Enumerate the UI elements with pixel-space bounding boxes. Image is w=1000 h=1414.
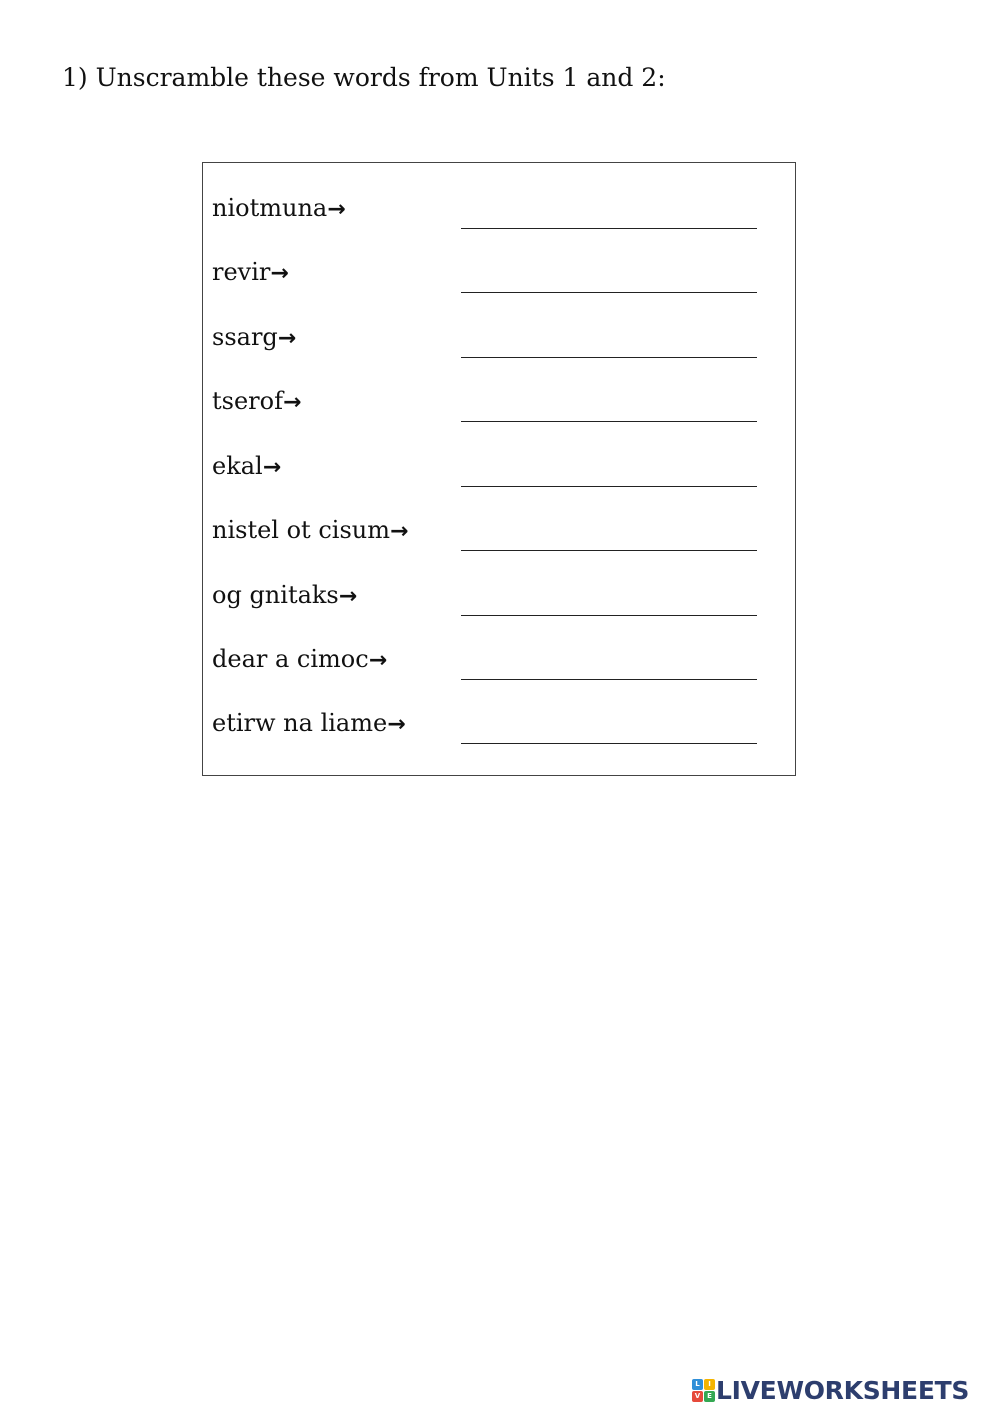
liveworksheets-brand [692,1374,969,1406]
arrow-right-icon: → [368,648,388,673]
arrow-right-icon: → [282,390,302,415]
answer-blank[interactable] [461,550,757,551]
answer-blank[interactable] [461,357,757,358]
word-row [203,318,795,358]
answer-blank[interactable] [461,743,757,744]
scrambled-word: og gnitaks→ [212,581,358,609]
scrambled-word: revir→ [212,258,289,286]
brand-wordmark: LIVEWORKSHEETS [716,1375,970,1405]
logo-square: I [704,1379,715,1390]
scrambled-word: nistel ot cisum→ [212,516,409,544]
word-row [203,253,795,293]
scrambled-word: ssarg→ [212,323,297,351]
word-row [203,640,795,680]
exercise-instruction: 1) Unscramble these words from Units 1 and 2: [62,63,666,92]
arrow-right-icon: → [262,455,282,480]
arrow-right-icon: → [270,261,289,286]
liveworksheets-logo-icon [692,1379,714,1401]
answer-blank[interactable] [461,421,757,422]
word-row [203,576,795,616]
scrambled-word: niotmuna→ [212,194,346,222]
scrambled-words-box [202,162,796,776]
logo-square: L [692,1379,703,1390]
answer-blank[interactable] [461,228,757,229]
arrow-right-icon: → [277,326,297,351]
logo-square: V [692,1391,703,1402]
scrambled-word: etirw na liame→ [212,709,406,737]
arrow-right-icon: → [327,197,346,222]
word-row [203,382,795,422]
word-row [203,189,795,229]
scrambled-word: tserof→ [212,387,302,415]
answer-blank[interactable] [461,615,757,616]
logo-square: E [704,1391,715,1402]
answer-blank[interactable] [461,679,757,680]
arrow-right-icon: → [389,519,409,544]
scrambled-word: dear a cimoc→ [212,645,388,673]
answer-blank[interactable] [461,292,757,293]
answer-blank[interactable] [461,486,757,487]
arrow-right-icon: → [387,712,406,737]
scrambled-word: ekal→ [212,452,282,480]
arrow-right-icon: → [338,584,358,609]
word-row [203,511,795,551]
word-row [203,704,795,744]
word-row [203,447,795,487]
